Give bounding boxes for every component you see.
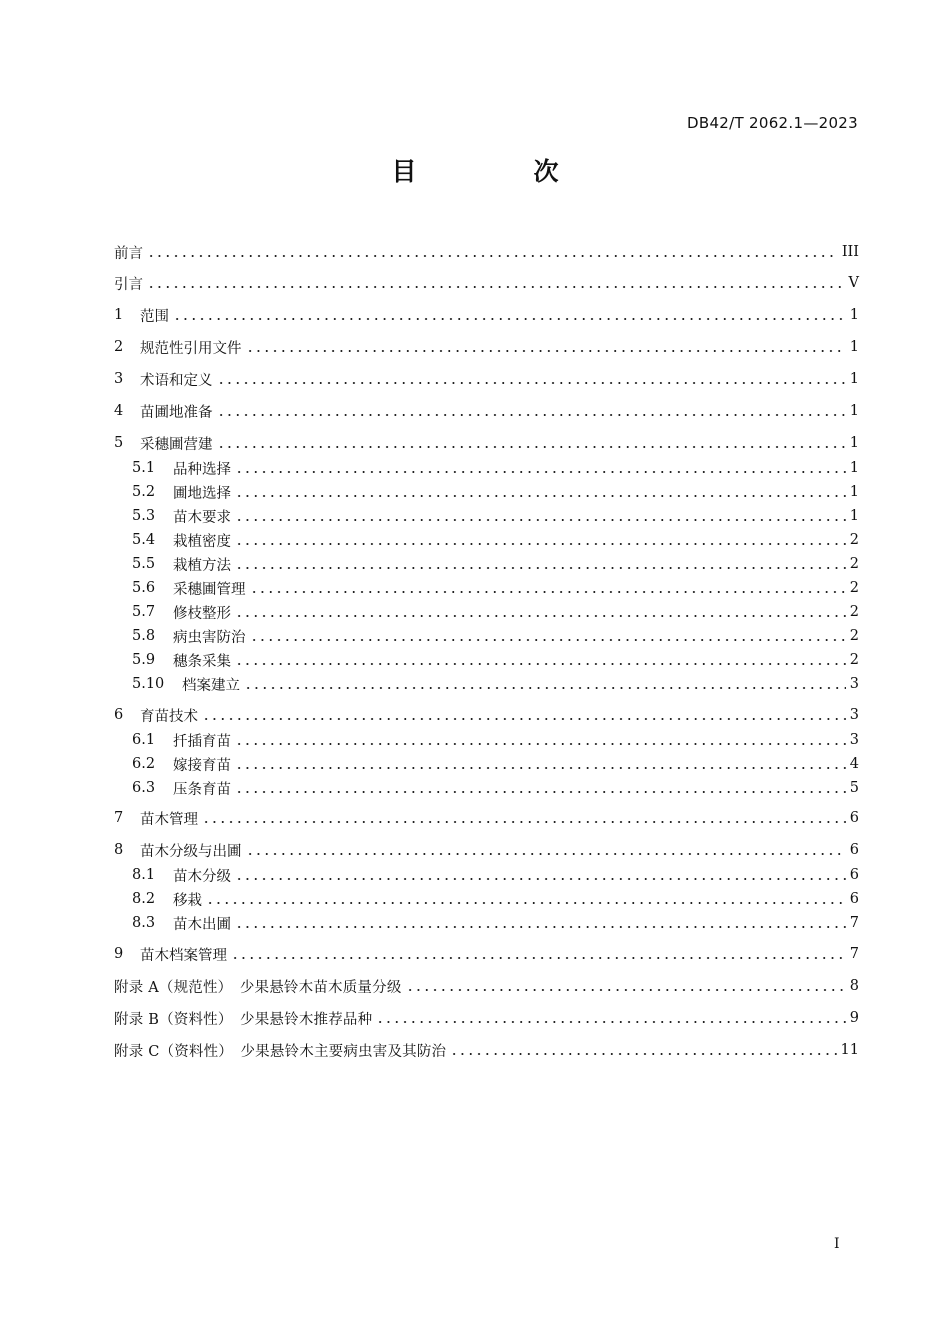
- toc-entry-label: 引言: [114, 276, 143, 293]
- toc-entry-number: 5: [114, 435, 124, 451]
- toc-entry-page: 7: [849, 946, 859, 962]
- toc-entry-number: 5.8: [132, 628, 156, 644]
- toc-entry-label: 档案建立: [182, 677, 240, 694]
- toc-entry-page: 3: [849, 676, 859, 692]
- toc-entry[interactable]: [132, 864, 859, 886]
- toc-entry-number: 4: [114, 403, 124, 419]
- toc-entry-page: 2: [849, 652, 859, 668]
- toc-entry[interactable]: [132, 753, 859, 775]
- toc-entry[interactable]: [132, 553, 859, 575]
- toc-entry-number: 5.1: [132, 460, 156, 476]
- toc-entry[interactable]: [114, 1007, 859, 1029]
- toc-entry-page: 1: [849, 508, 859, 524]
- dot-leader: [217, 414, 846, 416]
- dot-leader: [250, 639, 846, 641]
- dot-leader: [244, 687, 846, 689]
- toc-entry-page: 2: [849, 556, 859, 572]
- dot-leader: [235, 663, 846, 665]
- toc-entry[interactable]: [114, 336, 859, 358]
- dot-leader: [235, 767, 846, 769]
- toc-entry-page: 6: [849, 810, 859, 826]
- dot-leader: [173, 318, 846, 320]
- toc-entry-page: 1: [849, 460, 859, 476]
- toc-entry[interactable]: [114, 368, 859, 390]
- dot-leader: [231, 957, 846, 959]
- toc-entry-number: 5.3: [132, 508, 156, 524]
- dot-leader: [406, 989, 846, 991]
- toc-entry[interactable]: [132, 888, 859, 910]
- toc-entry-page: 2: [849, 628, 859, 644]
- dot-leader: [235, 567, 846, 569]
- toc-entry-label: 苗木出圃: [173, 916, 231, 933]
- page-number: I: [834, 1236, 840, 1252]
- toc-entry-label: 扦插育苗: [173, 733, 231, 750]
- dot-leader: [235, 519, 846, 521]
- toc-entry[interactable]: [114, 241, 859, 263]
- toc-entry-page: 1: [849, 484, 859, 500]
- dot-leader: [235, 878, 846, 880]
- dot-leader: [202, 718, 846, 720]
- toc-entry[interactable]: [114, 807, 859, 829]
- dot-leader: [206, 902, 846, 904]
- dot-leader: [246, 853, 846, 855]
- toc-entry-page: 7: [849, 915, 859, 931]
- toc-entry-label: 移栽: [173, 892, 202, 909]
- dot-leader: [450, 1053, 836, 1055]
- dot-leader: [250, 591, 846, 593]
- toc-entry-page: 8: [849, 978, 859, 994]
- dot-leader: [246, 350, 846, 352]
- toc-entry-label: 苗圃地准备: [140, 404, 213, 421]
- toc-entry[interactable]: [132, 729, 859, 751]
- toc-entry-label: 品种选择: [173, 461, 231, 478]
- toc-entry-page: 6: [849, 891, 859, 907]
- toc-entry-page: 1: [849, 371, 859, 387]
- dot-leader: [217, 446, 846, 448]
- toc-entry[interactable]: [114, 432, 859, 454]
- toc-entry-label: 苗木管理: [140, 811, 198, 828]
- dot-leader: [147, 255, 838, 257]
- toc-entry-label: 术语和定义: [140, 372, 213, 389]
- toc-entry-page: 1: [849, 307, 859, 323]
- toc-entry-page: 3: [849, 707, 859, 723]
- toc-entry[interactable]: [114, 704, 859, 726]
- dot-leader: [235, 615, 846, 617]
- toc-entry[interactable]: [114, 304, 859, 326]
- toc-entry-page: 2: [849, 604, 859, 620]
- toc-entry-number: 6: [114, 707, 124, 723]
- dot-leader: [235, 471, 846, 473]
- dot-leader: [202, 821, 846, 823]
- toc-entry[interactable]: [114, 975, 859, 997]
- dot-leader: [217, 382, 846, 384]
- toc-entry[interactable]: [132, 777, 859, 799]
- toc-entry-label: 压条育苗: [173, 781, 231, 798]
- dot-leader: [235, 495, 846, 497]
- toc-entry[interactable]: [114, 272, 859, 294]
- toc-entry-number: 9: [114, 946, 124, 962]
- toc-entry-label: 嫁接育苗: [173, 757, 231, 774]
- toc-entry-label: 育苗技术: [140, 708, 198, 725]
- toc-entry-number: 1: [114, 307, 124, 323]
- toc-entry-label: 附录 C（资料性） 少果悬铃木主要病虫害及其防治: [114, 1043, 447, 1060]
- toc-entry-label: 圃地选择: [173, 485, 231, 502]
- toc-entry-number: 5.5: [132, 556, 156, 572]
- toc-entry-label: 修枝整形: [173, 605, 231, 622]
- toc-entry-label: 栽植密度: [173, 533, 231, 550]
- toc-entry-label: 苗木档案管理: [140, 947, 227, 964]
- toc-entry[interactable]: [132, 529, 859, 551]
- toc-entry-label: 前言: [114, 245, 143, 262]
- toc-entry-number: 5.4: [132, 532, 156, 548]
- toc-entry-number: 8.3: [132, 915, 156, 931]
- toc-entry-number: 5.10: [132, 676, 165, 692]
- toc-entry-number: 8: [114, 842, 124, 858]
- toc-entry-number: 2: [114, 339, 124, 355]
- toc-entry[interactable]: [132, 457, 859, 479]
- toc-entry-number: 6.3: [132, 780, 156, 796]
- toc-entry-label: 栽植方法: [173, 557, 231, 574]
- dot-leader: [235, 743, 846, 745]
- toc-entry[interactable]: [132, 481, 859, 503]
- toc-entry[interactable]: [132, 649, 859, 671]
- toc-entry-page: 1: [849, 403, 859, 419]
- toc-entry-label: 苗木要求: [173, 509, 231, 526]
- document-code: DB42/T 2062.1—2023: [687, 114, 858, 132]
- toc-entry[interactable]: [132, 625, 859, 647]
- toc-entry-page: 9: [849, 1010, 859, 1026]
- toc-entry-label: 采穗圃营建: [140, 436, 213, 453]
- toc-entry-label: 病虫害防治: [173, 629, 246, 646]
- toc-entry-page: 5: [849, 780, 859, 796]
- toc-entry-number: 5.2: [132, 484, 156, 500]
- toc-entry-label: 采穗圃管理: [173, 581, 246, 598]
- toc-entry[interactable]: [132, 673, 859, 695]
- dot-leader: [235, 791, 846, 793]
- toc-entry-page: 1: [849, 339, 859, 355]
- toc-entry-page: III: [841, 244, 859, 260]
- toc-entry-number: 5.6: [132, 580, 156, 596]
- toc-entry-page: 11: [840, 1042, 859, 1058]
- toc-entry-number: 7: [114, 810, 124, 826]
- toc-entry[interactable]: [132, 577, 859, 599]
- toc-entry-page: 2: [849, 580, 859, 596]
- toc-entry-number: 5.9: [132, 652, 156, 668]
- toc-entry[interactable]: [132, 601, 859, 623]
- toc-entry-label: 苗木分级: [173, 868, 231, 885]
- toc-entry-number: 3: [114, 371, 124, 387]
- dot-leader: [376, 1021, 845, 1023]
- toc-entry-page: V: [848, 275, 859, 291]
- toc-entry[interactable]: [132, 505, 859, 527]
- toc-entry-page: 6: [849, 867, 859, 883]
- dot-leader: [235, 926, 846, 928]
- toc-entry-page: 3: [849, 732, 859, 748]
- toc-entry[interactable]: [114, 839, 859, 861]
- toc-entry-label: 附录 A（规范性） 少果悬铃木苗木质量分级: [114, 979, 402, 996]
- toc-entry-label: 附录 B（资料性） 少果悬铃木推荐品种: [114, 1011, 373, 1028]
- toc-entry-number: 6.2: [132, 756, 156, 772]
- toc-entry-number: 8.1: [132, 867, 156, 883]
- toc-entry[interactable]: [114, 1039, 859, 1061]
- toc-entry-page: 2: [849, 532, 859, 548]
- toc-entry[interactable]: [114, 943, 859, 965]
- toc-entry-label: 穗条采集: [173, 653, 231, 670]
- toc-entry-page: 6: [849, 842, 859, 858]
- toc-entry-number: 5.7: [132, 604, 156, 620]
- page-title: 目 次: [391, 157, 605, 186]
- dot-leader: [235, 543, 846, 545]
- toc-entry-page: 1: [849, 435, 859, 451]
- toc-entry[interactable]: [114, 400, 859, 422]
- toc-entry-label: 苗木分级与出圃: [140, 843, 242, 860]
- toc-entry-page: 4: [849, 756, 859, 772]
- toc-entry-number: 8.2: [132, 891, 156, 907]
- toc-entry-number: 6.1: [132, 732, 156, 748]
- dot-leader: [147, 286, 845, 288]
- toc-entry-label: 规范性引用文件: [140, 340, 242, 357]
- toc-entry[interactable]: [132, 912, 859, 934]
- toc-entry-label: 范围: [140, 308, 169, 325]
